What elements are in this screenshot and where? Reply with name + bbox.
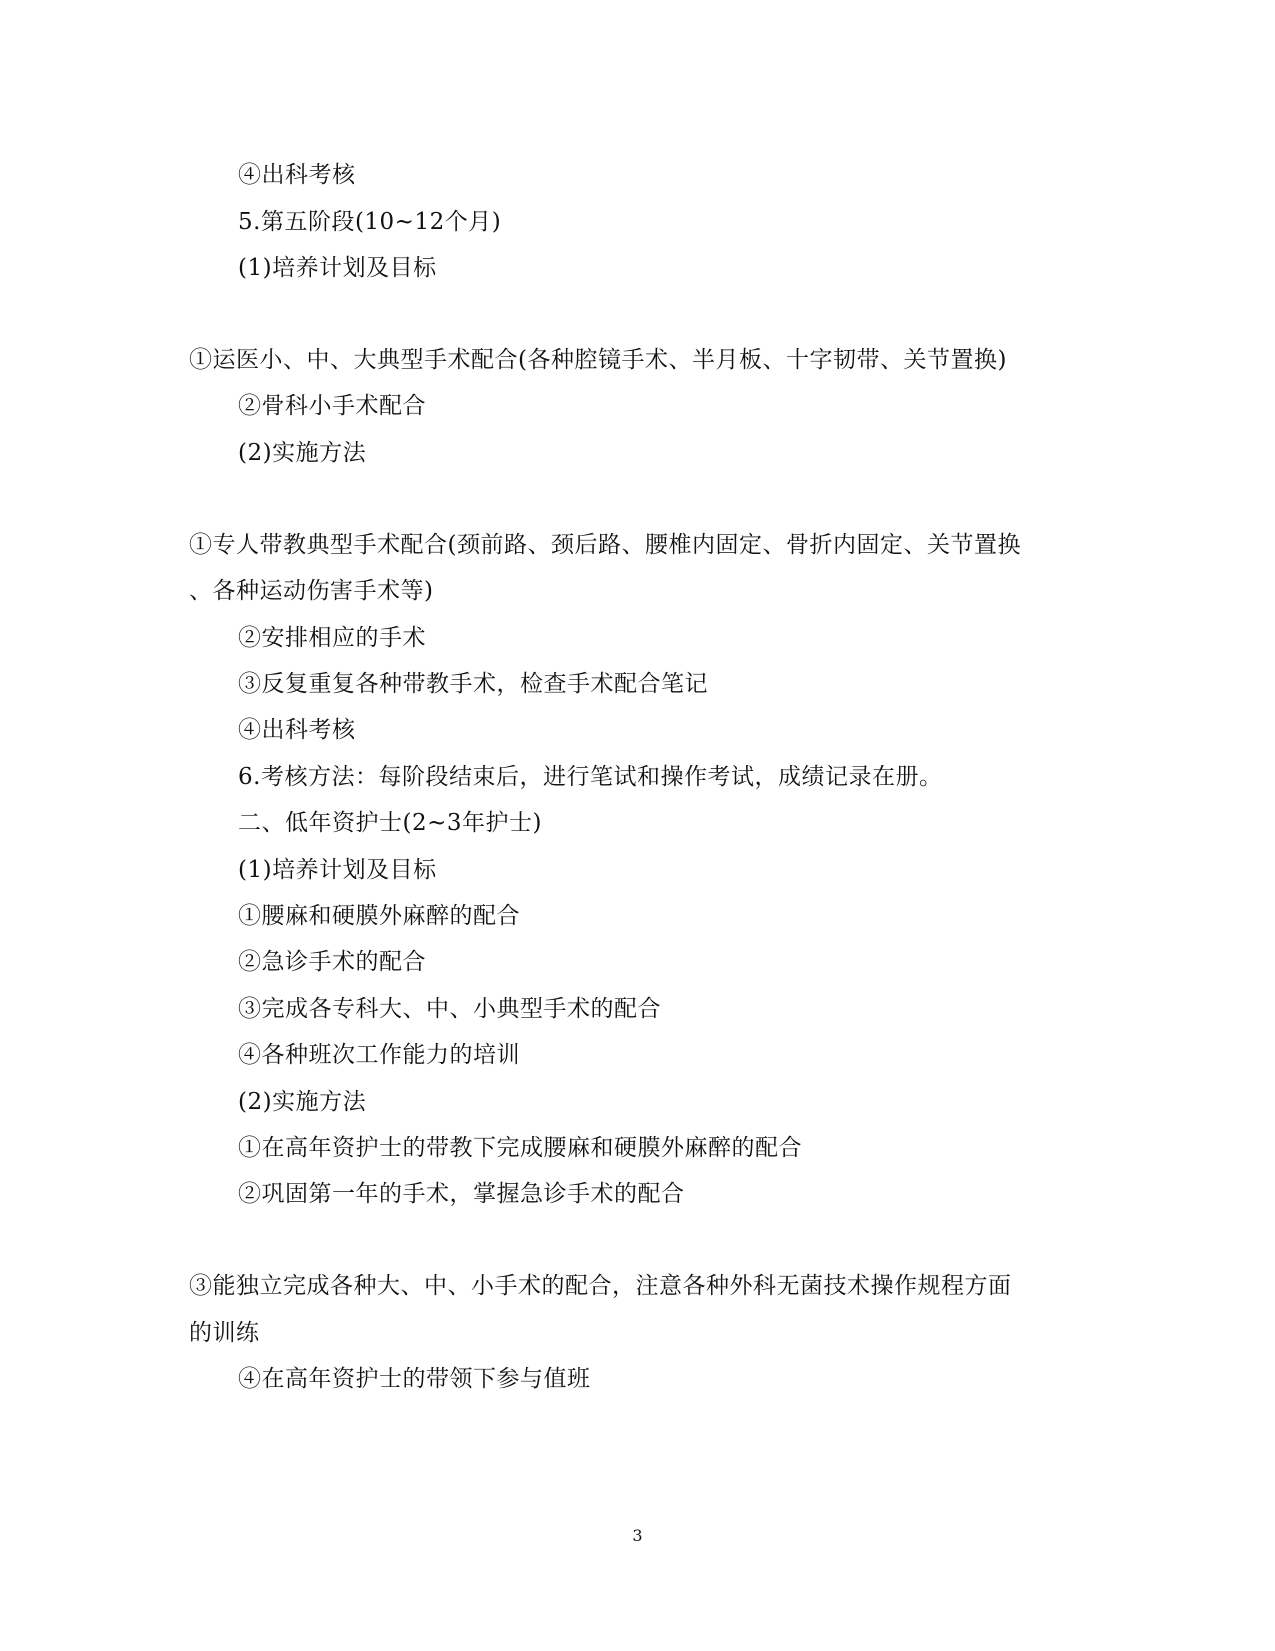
text-line: 的训练	[189, 1320, 260, 1346]
text-line: 6.考核方法：每阶段结束后，进行笔试和操作考试，成绩记录在册。	[238, 764, 943, 790]
text-line: ①在高年资护士的带教下完成腰麻和硬膜外麻醉的配合	[238, 1135, 802, 1161]
text-line: ④在高年资护士的带领下参与值班	[238, 1366, 591, 1392]
text-line: 二、低年资护士(2~3年护士)	[238, 810, 542, 836]
text-line: ③反复重复各种带教手术，检查手术配合笔记	[238, 671, 708, 697]
text-line: 、各种运动伤害手术等)	[189, 578, 434, 604]
text-line: (1)培养计划及目标	[238, 255, 437, 281]
text-line: (2)实施方法	[238, 440, 367, 466]
text-line: ②骨科小手术配合	[238, 393, 426, 419]
text-line: ①腰麻和硬膜外麻醉的配合	[238, 903, 520, 929]
text-line: ②巩固第一年的手术，掌握急诊手术的配合	[238, 1181, 685, 1207]
text-line: ②急诊手术的配合	[238, 949, 426, 975]
text-line: ④各种班次工作能力的培训	[238, 1042, 520, 1068]
text-line: (1)培养计划及目标	[238, 857, 437, 883]
text-line: ②安排相应的手术	[238, 625, 426, 651]
text-line: (2)实施方法	[238, 1089, 367, 1115]
text-line: ①专人带教典型手术配合(颈前路、颈后路、腰椎内固定、骨折内固定、关节置换	[189, 532, 1021, 558]
text-line: ④出科考核	[238, 162, 356, 188]
text-line: 5.第五阶段(10~12个月)	[238, 209, 502, 235]
text-line: ③完成各专科大、中、小典型手术的配合	[238, 996, 661, 1022]
page-number: 3	[632, 1526, 643, 1545]
text-line: ③能独立完成各种大、中、小手术的配合，注意各种外科无菌技术操作规程方面	[189, 1273, 1012, 1299]
text-line: ①运医小、中、大典型手术配合(各种腔镜手术、半月板、十字韧带、关节置换)	[189, 347, 1007, 373]
text-line: ④出科考核	[238, 717, 356, 743]
